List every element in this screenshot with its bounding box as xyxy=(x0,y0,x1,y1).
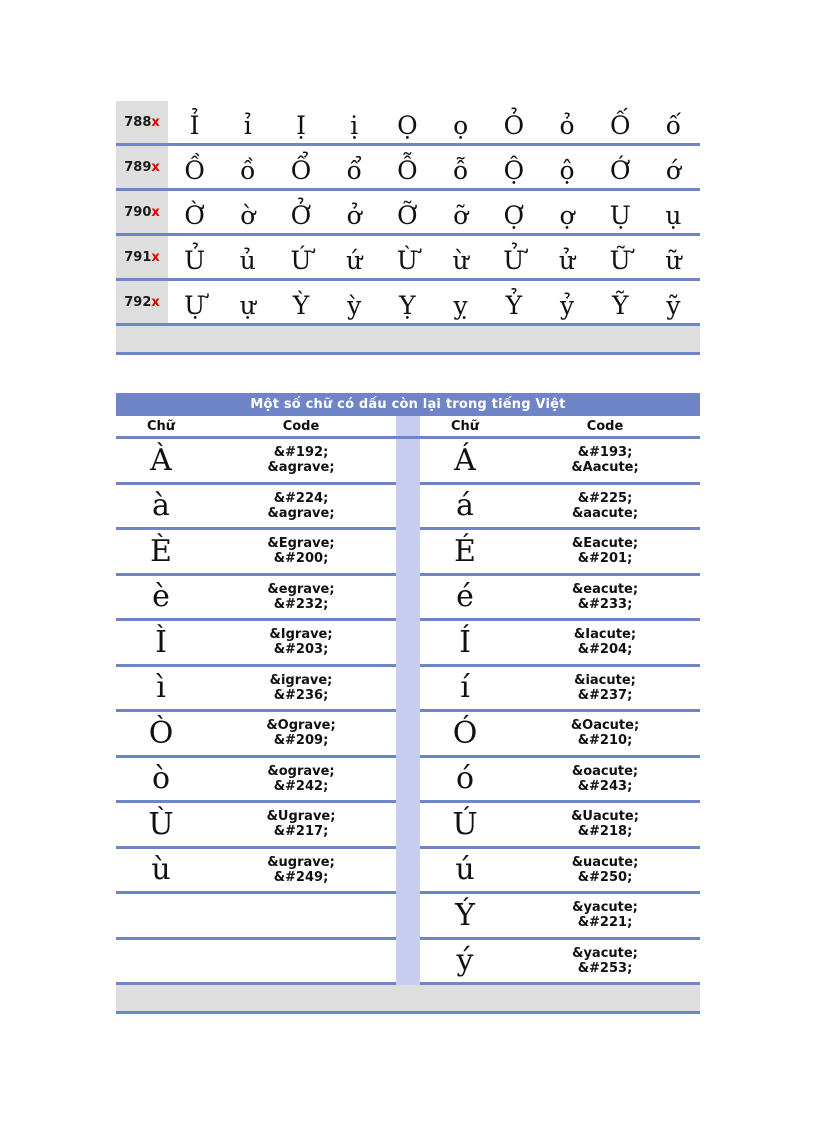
glyph-cell: Ỉ xyxy=(189,111,200,140)
glyph-cell: ử xyxy=(558,246,576,275)
char-cell-right xyxy=(420,849,510,895)
table-row xyxy=(116,485,700,531)
column-separator xyxy=(396,894,420,940)
table-row xyxy=(116,576,700,622)
row-code-suffix: x xyxy=(151,294,160,310)
glyph-cell: ổ xyxy=(346,156,362,185)
column-separator xyxy=(396,416,420,436)
entity-code: &Igrave; xyxy=(269,627,333,643)
entity-code: &#232; xyxy=(273,596,329,612)
glyph-row xyxy=(116,191,700,236)
glyph-cell: Ọ xyxy=(397,111,418,140)
entity-codes xyxy=(267,491,334,521)
entity-code: &#209; xyxy=(273,733,329,749)
table-row xyxy=(116,940,700,986)
entity-codes xyxy=(267,445,334,475)
letter-glyph: Ý xyxy=(455,897,475,933)
letter-glyph: ó xyxy=(455,761,475,797)
letter-glyph: Ì xyxy=(155,624,167,660)
glyph-cell: Ờ xyxy=(184,201,205,230)
code-cell-left xyxy=(206,803,396,849)
glyph-cell: ỉ xyxy=(243,111,252,140)
code-cell-right xyxy=(510,940,700,986)
glyph-cell: ỡ xyxy=(453,201,469,230)
table-row xyxy=(116,758,700,804)
column-separator xyxy=(396,485,420,531)
entity-code: &#225; xyxy=(577,490,633,506)
glyph-cell: Ị xyxy=(296,111,306,140)
row-code-suffix: x xyxy=(151,114,160,130)
column-separator xyxy=(396,758,420,804)
table-row xyxy=(116,712,700,758)
code-cell-left xyxy=(206,712,396,758)
entity-code: &#221; xyxy=(577,915,633,931)
char-cell-right xyxy=(420,485,510,531)
char-cell-left xyxy=(116,667,206,713)
row-code-number: 788 xyxy=(124,114,152,130)
letter-glyph: È xyxy=(150,533,172,569)
glyph-cell: Ủ xyxy=(184,246,206,275)
entity-code: &#237; xyxy=(577,687,633,703)
table-row xyxy=(116,439,700,485)
glyph-cells xyxy=(168,101,700,143)
glyph-cell: Ử xyxy=(503,246,525,275)
glyph-cell: ộ xyxy=(559,156,575,185)
entity-codes xyxy=(267,764,334,794)
glyph-cell: ỗ xyxy=(452,156,469,185)
entity-code: &#250; xyxy=(577,869,633,885)
glyph-cell: ỏ xyxy=(559,111,575,140)
row-code-number: 790 xyxy=(124,204,152,220)
glyph-cell: ọ xyxy=(453,111,469,140)
glyph-cells xyxy=(168,146,700,188)
table-body xyxy=(116,416,700,985)
glyph-cell: ỵ xyxy=(453,291,468,320)
column-separator xyxy=(396,849,420,895)
glyph-cell: Ỳ xyxy=(292,291,310,320)
row-code-number: 791 xyxy=(124,249,152,265)
entity-code: &Oacute; xyxy=(570,718,640,734)
entity-codes xyxy=(572,855,639,885)
entity-code: &#204; xyxy=(577,642,633,658)
entity-code: &#218; xyxy=(577,824,633,840)
row-code xyxy=(116,191,168,233)
char-cell-right xyxy=(420,758,510,804)
glyph-row xyxy=(116,146,700,191)
entity-code: &#210; xyxy=(577,733,633,749)
glyph-cell: ứ xyxy=(346,246,363,275)
code-cell-right xyxy=(510,621,700,667)
entity-code: &#192; xyxy=(273,445,329,461)
glyph-cell: ỹ xyxy=(666,291,681,320)
letter-glyph: ý xyxy=(456,943,474,979)
letter-glyph: é xyxy=(456,579,474,615)
code-cell-right xyxy=(510,803,700,849)
glyph-cell: Ự xyxy=(184,291,206,320)
code-cell-left xyxy=(206,439,396,485)
glyph-cell: Ồ xyxy=(184,156,205,185)
char-cell-left xyxy=(116,576,206,622)
table-header xyxy=(116,416,700,439)
glyph-cell: ở xyxy=(346,201,362,230)
entity-code: &yacute; xyxy=(572,900,638,916)
glyph-cell: ữ xyxy=(665,246,682,275)
glyph-cell: ợ xyxy=(559,201,575,230)
letter-glyph: Ó xyxy=(452,715,478,751)
code-cell-left xyxy=(206,621,396,667)
letter-glyph: Á xyxy=(454,442,476,478)
entity-code: &#200; xyxy=(273,551,329,567)
letter-glyph: É xyxy=(454,533,476,569)
table-row xyxy=(116,849,700,895)
code-cell-left xyxy=(206,667,396,713)
entity-code: &#242; xyxy=(273,778,329,794)
letter-glyph: í xyxy=(460,670,470,706)
letter-glyph: ò xyxy=(151,761,171,797)
entity-codes xyxy=(574,627,636,657)
glyph-cells xyxy=(168,191,700,233)
entity-code: &iacute; xyxy=(574,672,636,688)
glyph-cell: Ụ xyxy=(609,201,631,230)
glyph-cell: Ỏ xyxy=(503,111,525,140)
char-cell-left xyxy=(116,439,206,485)
table-row xyxy=(116,667,700,713)
glyph-cell: Ố xyxy=(609,111,631,140)
entity-code: &ugrave; xyxy=(267,854,335,870)
entity-code: &igrave; xyxy=(269,672,333,688)
header-code-right: Code xyxy=(586,418,624,434)
column-separator xyxy=(396,940,420,986)
char-cell-right xyxy=(420,530,510,576)
entity-code: &Ograve; xyxy=(266,718,336,734)
glyph-cell: Ỹ xyxy=(611,291,629,320)
remaining-accents-table xyxy=(116,393,700,1014)
entity-codes xyxy=(270,673,333,703)
entity-code: &Eacute; xyxy=(571,536,639,552)
entity-code: &uacute; xyxy=(571,854,639,870)
entity-code: &Aacute; xyxy=(571,460,639,476)
glyph-cell: ố xyxy=(665,111,682,140)
char-cell-right xyxy=(420,712,510,758)
letter-glyph: ú xyxy=(455,852,475,888)
glyph-grid-footer xyxy=(116,326,700,355)
glyph-cell: ỷ xyxy=(559,291,575,320)
entity-codes xyxy=(266,718,335,748)
glyph-cell: ị xyxy=(350,111,359,140)
entity-code: &#203; xyxy=(273,642,329,658)
letter-glyph: À xyxy=(150,442,172,478)
char-cell-left xyxy=(116,530,206,576)
char-cell-left xyxy=(116,849,206,895)
entity-code: &yacute; xyxy=(572,945,638,961)
entity-code: &aacute; xyxy=(571,505,639,521)
char-cell-left xyxy=(116,712,206,758)
glyph-cell: Ở xyxy=(290,201,312,230)
code-cell-right xyxy=(510,894,700,940)
glyph-row xyxy=(116,281,700,326)
char-cell-right xyxy=(420,621,510,667)
entity-codes xyxy=(572,491,638,521)
table-row xyxy=(116,803,700,849)
table-row xyxy=(116,530,700,576)
row-code-number: 789 xyxy=(124,159,152,175)
letter-glyph: á xyxy=(456,488,474,524)
column-separator xyxy=(396,667,420,713)
glyph-cell: Ợ xyxy=(503,201,525,230)
glyph-cells xyxy=(168,281,700,323)
code-cell-right xyxy=(510,712,700,758)
entity-codes xyxy=(572,582,638,612)
row-code-suffix: x xyxy=(151,249,160,265)
entity-code: &#224; xyxy=(273,490,329,506)
glyph-grid-rows xyxy=(116,101,700,326)
glyph-cells xyxy=(168,236,700,278)
entity-code: &agrave; xyxy=(267,505,335,521)
entity-code: &egrave; xyxy=(267,581,335,597)
glyph-cell: ồ xyxy=(240,156,256,185)
header-char-right: Chữ xyxy=(450,418,480,434)
entity-code: &Iacute; xyxy=(573,627,637,643)
column-separator xyxy=(396,439,420,485)
letter-glyph: Ò xyxy=(148,715,174,751)
letter-glyph: Ù xyxy=(148,806,174,842)
entity-code: &#217; xyxy=(273,824,329,840)
glyph-cell: ủ xyxy=(239,246,256,275)
entity-code: &ograve; xyxy=(267,763,335,779)
entity-codes xyxy=(267,855,335,885)
glyph-row xyxy=(116,101,700,146)
glyph-row xyxy=(116,236,700,281)
glyph-cell: Ứ xyxy=(290,246,312,275)
code-cell-right xyxy=(510,485,700,531)
char-cell-left xyxy=(116,940,206,986)
glyph-cell: Ộ xyxy=(503,156,525,185)
code-cell-left xyxy=(206,758,396,804)
code-cell-right xyxy=(510,758,700,804)
table-rows xyxy=(116,439,700,985)
entity-code: &Ugrave; xyxy=(266,809,336,825)
row-code xyxy=(116,101,168,143)
entity-codes xyxy=(267,582,334,612)
code-cell-right xyxy=(510,439,700,485)
row-code xyxy=(116,236,168,278)
char-cell-left xyxy=(116,485,206,531)
entity-codes xyxy=(571,718,639,748)
entity-codes xyxy=(572,536,638,566)
code-cell-right xyxy=(510,667,700,713)
entity-codes xyxy=(571,809,639,839)
glyph-cell: Ữ xyxy=(609,246,631,275)
glyph-cell: ừ xyxy=(452,246,469,275)
entity-code: &#236; xyxy=(273,687,329,703)
entity-codes xyxy=(267,536,334,566)
glyph-cell: Ừ xyxy=(396,246,418,275)
entity-codes xyxy=(267,809,336,839)
char-cell-right xyxy=(420,576,510,622)
row-code-number: 792 xyxy=(124,294,152,310)
entity-codes xyxy=(574,673,636,703)
code-cell-right xyxy=(510,530,700,576)
entity-codes xyxy=(572,900,638,930)
entity-codes xyxy=(571,445,638,475)
entity-code: &Uacute; xyxy=(571,809,639,825)
letter-glyph: ù xyxy=(151,852,171,888)
glyph-cell: Ỵ xyxy=(399,291,416,320)
letter-glyph: Í xyxy=(459,624,471,660)
column-separator xyxy=(396,576,420,622)
entity-codes xyxy=(572,946,638,976)
glyph-cell: ờ xyxy=(240,201,256,230)
entity-code: &#201; xyxy=(577,551,633,567)
entity-codes xyxy=(572,764,638,794)
entity-code: &eacute; xyxy=(571,581,639,597)
char-cell-right xyxy=(420,439,510,485)
code-cell-left xyxy=(206,576,396,622)
entity-code: &#243; xyxy=(577,778,633,794)
column-separator xyxy=(396,803,420,849)
letter-glyph: ì xyxy=(156,670,166,706)
char-cell-left xyxy=(116,803,206,849)
column-separator xyxy=(396,621,420,667)
entity-code: &agrave; xyxy=(267,460,335,476)
code-cell-left xyxy=(206,530,396,576)
glyph-cell: ụ xyxy=(665,201,682,230)
glyph-cell: Ỗ xyxy=(397,156,418,185)
char-cell-left xyxy=(116,894,206,940)
entity-code: &#249; xyxy=(273,869,329,885)
glyph-grid xyxy=(116,101,700,355)
header-code-left: Code xyxy=(282,418,320,434)
table-row xyxy=(116,894,700,940)
row-code-suffix: x xyxy=(151,204,160,220)
glyph-cell: Ớ xyxy=(609,156,631,185)
table-title: Một số chữ có dấu còn lại trong tiếng Việt xyxy=(116,393,700,416)
row-code xyxy=(116,146,168,188)
column-separator xyxy=(396,712,420,758)
entity-code: &Egrave; xyxy=(267,536,335,552)
entity-code: &#193; xyxy=(577,445,633,461)
table-row xyxy=(116,621,700,667)
code-cell-right xyxy=(510,576,700,622)
char-cell-right xyxy=(420,803,510,849)
entity-code: &#233; xyxy=(577,596,633,612)
entity-codes xyxy=(269,627,332,657)
table-footer xyxy=(116,985,700,1014)
glyph-cell: ự xyxy=(239,291,256,320)
letter-glyph: è xyxy=(152,579,170,615)
header-char-left: Chữ xyxy=(146,418,176,434)
code-cell-left xyxy=(206,940,396,986)
entity-code: &#253; xyxy=(577,960,633,976)
glyph-cell: Ổ xyxy=(290,156,312,185)
glyph-cell: ỳ xyxy=(347,291,362,320)
entity-code: &oacute; xyxy=(571,763,639,779)
glyph-cell: Ỡ xyxy=(397,201,418,230)
char-cell-left xyxy=(116,758,206,804)
glyph-cell: ớ xyxy=(665,156,681,185)
char-cell-right xyxy=(420,667,510,713)
code-cell-right xyxy=(510,849,700,895)
char-cell-right xyxy=(420,894,510,940)
code-cell-left xyxy=(206,849,396,895)
row-code-suffix: x xyxy=(151,159,160,175)
code-cell-left xyxy=(206,894,396,940)
column-separator xyxy=(396,530,420,576)
char-cell-left xyxy=(116,621,206,667)
char-cell-right xyxy=(420,940,510,986)
glyph-cell: Ỷ xyxy=(505,291,523,320)
code-cell-left xyxy=(206,485,396,531)
letter-glyph: Ú xyxy=(452,806,478,842)
letter-glyph: à xyxy=(152,488,170,524)
row-code xyxy=(116,281,168,323)
